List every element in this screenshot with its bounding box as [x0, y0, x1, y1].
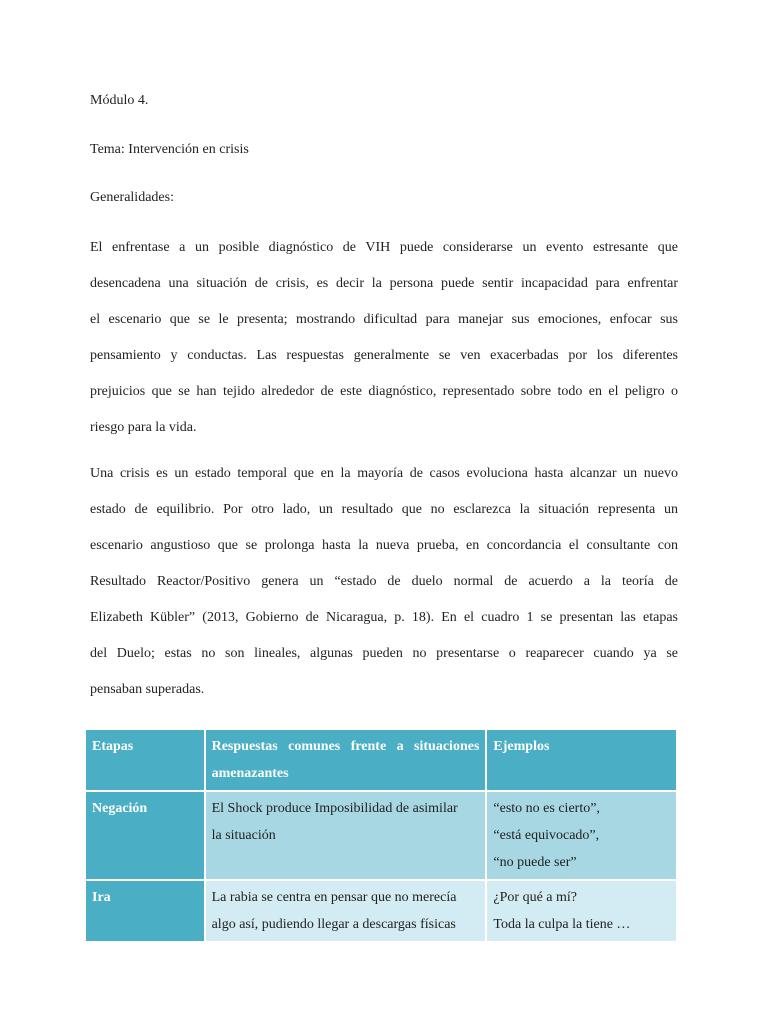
stage-cell: Negación — [86, 792, 204, 879]
header-stages: Etapas — [86, 730, 204, 790]
table-header-row — [86, 730, 676, 790]
response-cell: El Shock produce Imposibilidad de asimilar la situación — [206, 792, 486, 879]
paragraph-line: prejuicios que se han tejido alrededor de este diagnóstico, representado sobre todo en el peligro o — [90, 384, 678, 399]
paragraph-line: desencadena una situación de crisis, es decir la persona puede sentir incapacidad para enfrentar — [90, 276, 678, 291]
table-row — [86, 792, 676, 879]
header-examples: Ejemplos — [487, 730, 676, 790]
paragraph-line: Una crisis es un estado temporal que en la mayoría de casos evoluciona hasta alcanzar un nuevo — [90, 466, 678, 481]
examples-cell: “esto no es cierto”, “está equivocado”, “no puede ser” — [487, 792, 676, 879]
topic-heading: Tema: Intervención en crisis — [90, 142, 249, 157]
examples-cell: ¿Por qué a mí? Toda la culpa la tiene … — [487, 881, 676, 941]
module-heading: Módulo 4. — [90, 93, 149, 108]
paragraph-two — [90, 456, 678, 708]
paragraph-line: pensaban superadas. — [90, 682, 205, 697]
paragraph-line: Resultado Reactor/Positivo genera un “estado de duelo normal de acuerdo a la teoría de — [90, 574, 678, 589]
response-cell: La rabia se centra en pensar que no merecía algo así, pudiendo llegar a descargas físicas — [206, 881, 486, 941]
paragraph-line: estado de equilibrio. Por otro lado, un resultado que no esclarezca la situación representa un — [90, 502, 678, 517]
section-heading: Generalidades: — [90, 190, 174, 205]
paragraph-line: el escenario que se le presenta; mostrando dificultad para manejar sus emociones, enfocar sus — [90, 312, 678, 327]
paragraph-line: riesgo para la vida. — [90, 420, 197, 435]
stage-cell: Ira — [86, 881, 204, 941]
paragraph-line: El enfrentase a un posible diagnóstico de VIH puede considerarse un evento estresante que — [90, 240, 678, 255]
paragraph-one — [90, 230, 678, 446]
paragraph-line: del Duelo; estas no son lineales, algunas pueden no presentarse o reaparecer cuando ya se — [90, 646, 678, 661]
paragraph-line: escenario angustioso que se prolonga hasta la nueva prueba, en concordancia el consultante con — [90, 538, 678, 553]
header-responses: Respuestas comunes frente a situaciones amenazantes — [206, 730, 486, 790]
paragraph-line: pensamiento y conductas. Las respuestas generalmente se ven exacerbadas por los diferentes — [90, 348, 678, 363]
table-row — [86, 881, 676, 941]
grief-stages-table — [84, 728, 678, 943]
paragraph-line: Elizabeth Kübler” (2013, Gobierno de Nicaragua, p. 18). En el cuadro 1 se presentan las etapas — [90, 610, 678, 625]
